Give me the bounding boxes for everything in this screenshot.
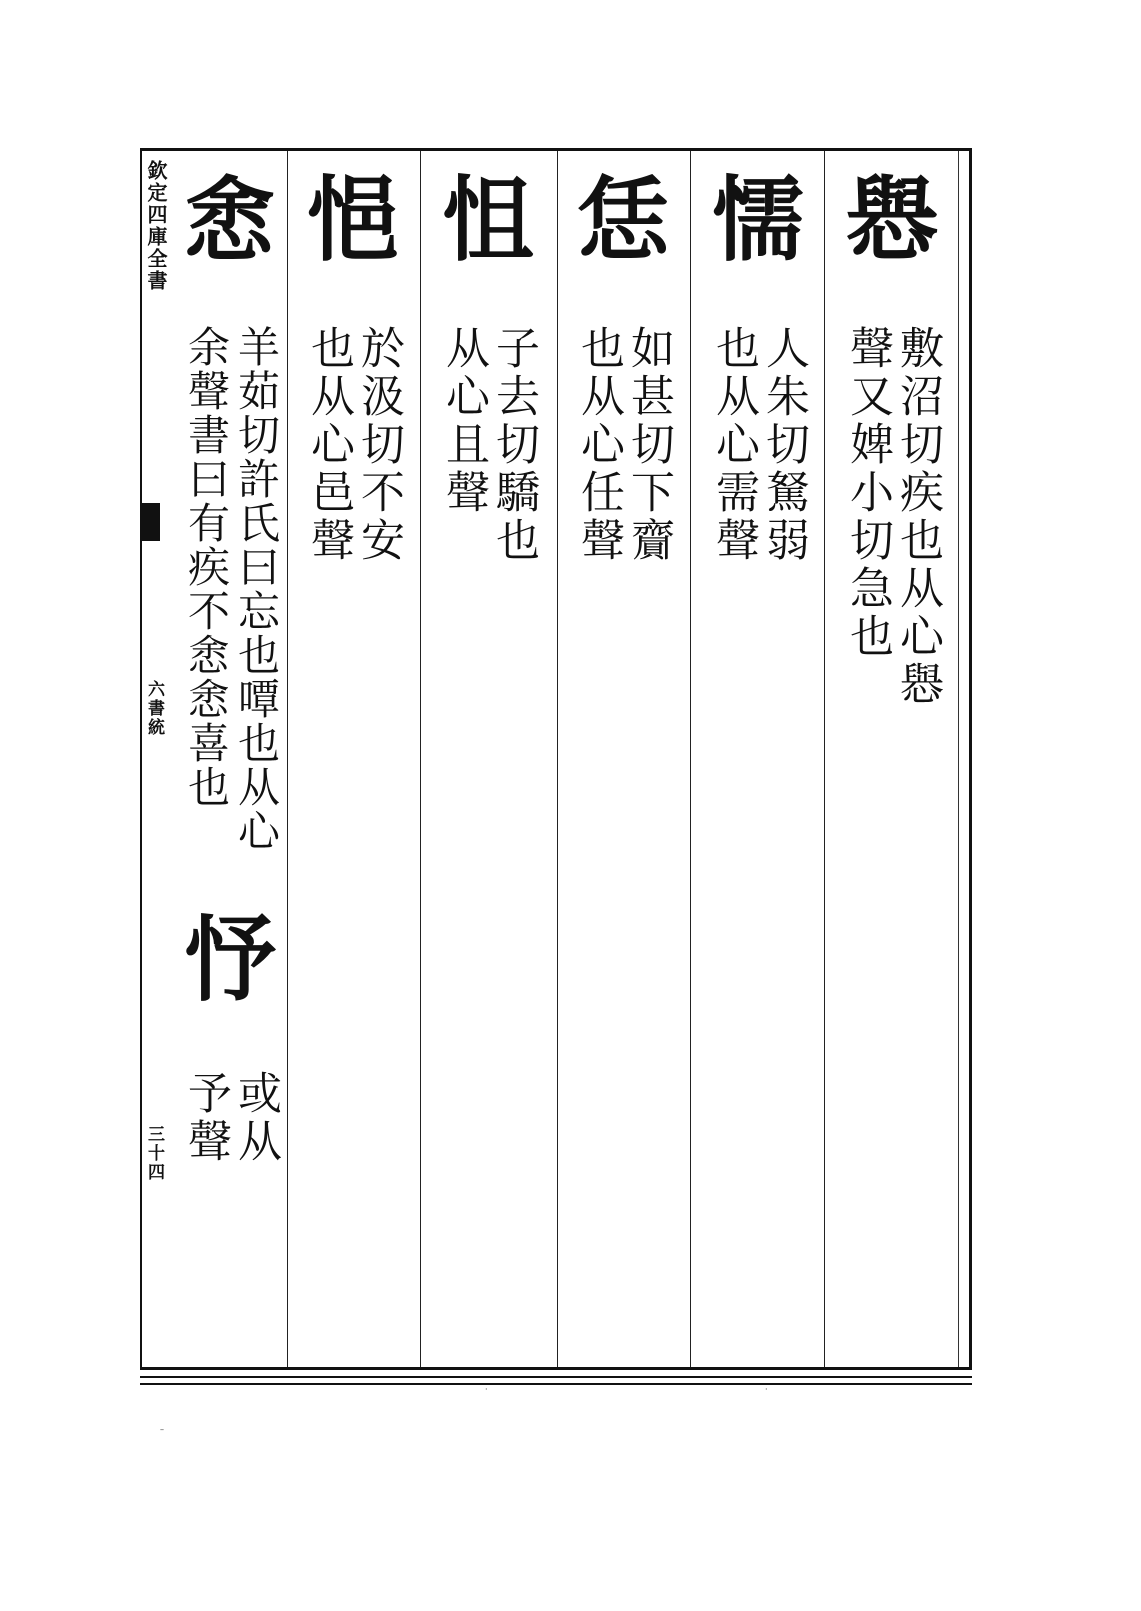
page-margin bbox=[142, 150, 168, 1370]
bottom-rule bbox=[140, 1383, 972, 1385]
entry-note-line: 於汲切不安 bbox=[353, 325, 404, 565]
speck: · bbox=[765, 1385, 768, 1394]
section-label: 六書統 bbox=[144, 680, 164, 737]
variant-note-line: 予聲 bbox=[180, 1070, 231, 1166]
entry-note-line: 聲又婢小切急也 bbox=[842, 325, 893, 661]
entry-note-line: 也从心邑聲 bbox=[303, 325, 354, 565]
entry-note-line: 从心且聲 bbox=[438, 325, 489, 517]
seal-character: 懦 bbox=[711, 166, 804, 274]
column-rule bbox=[420, 151, 421, 1367]
seal-character: 㦛 bbox=[845, 166, 938, 274]
column-rule bbox=[690, 151, 691, 1367]
seal-character: 怚 bbox=[441, 166, 534, 274]
page-number: 三十四 bbox=[144, 1125, 164, 1182]
column-rule bbox=[824, 151, 825, 1367]
seal-character: 悆 bbox=[183, 166, 276, 274]
entry-column bbox=[832, 155, 952, 1355]
bottom-rule bbox=[140, 1376, 972, 1378]
entry-column bbox=[293, 155, 413, 1355]
entry-note-line: 也从心任聲 bbox=[573, 325, 624, 565]
entry-column bbox=[428, 155, 548, 1355]
entry-note-line: 余聲書曰有疾不悆悆喜也 bbox=[182, 325, 231, 809]
speck: – bbox=[160, 1425, 164, 1434]
entry-note-line: 子去切驕也 bbox=[488, 325, 539, 565]
entry-note-line: 也从心需聲 bbox=[708, 325, 759, 565]
seal-character: 悒 bbox=[306, 166, 399, 274]
book-title: 欽定四庫全書 bbox=[144, 160, 168, 292]
entry-column bbox=[170, 155, 290, 1355]
speck: · bbox=[485, 1385, 488, 1394]
entry-note-line: 敷沼切疾也从心㦛 bbox=[892, 325, 943, 709]
seal-character: 恁 bbox=[576, 166, 669, 274]
entry-column bbox=[563, 155, 683, 1355]
entry-note-line: 人朱切駑弱 bbox=[758, 325, 809, 565]
entry-column bbox=[698, 155, 818, 1355]
seal-character-variant: 忬 bbox=[183, 906, 276, 1014]
column-rule bbox=[557, 151, 558, 1367]
variant-note-line: 或从 bbox=[230, 1070, 281, 1166]
entry-note-line: 如甚切下齎 bbox=[623, 325, 674, 565]
fishtail-mark bbox=[142, 503, 160, 541]
frame-inner-rule bbox=[958, 151, 959, 1367]
entry-note-line: 羊茹切許氏曰忘也嘾也从心 bbox=[232, 325, 281, 853]
